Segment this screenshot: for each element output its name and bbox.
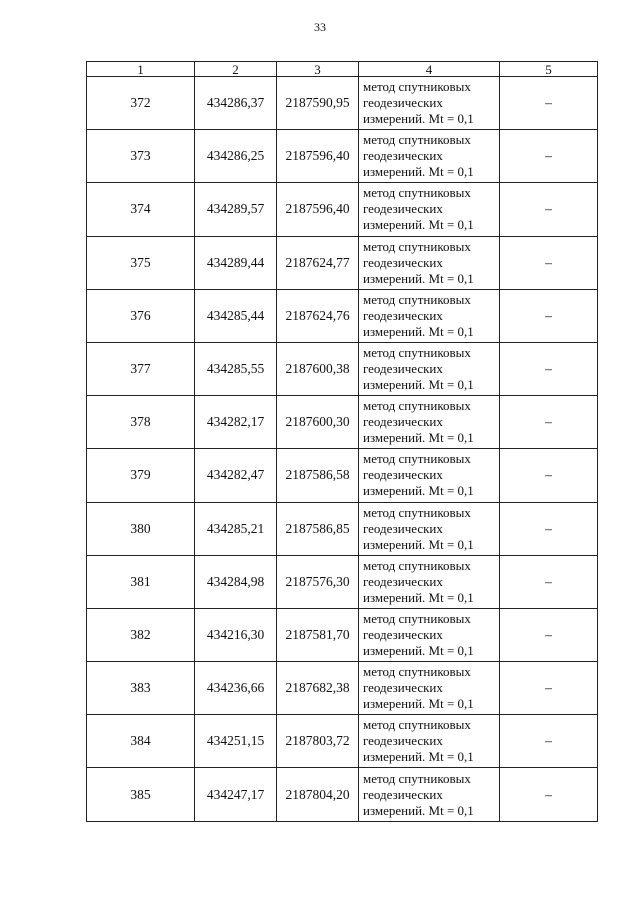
y-coordinate-cell: 2187581,70 xyxy=(277,608,359,661)
column-header-5: 5 xyxy=(500,62,598,77)
note-cell: – xyxy=(500,715,598,768)
x-coordinate-cell: 434247,17 xyxy=(195,768,277,821)
method-line-2: геодезических xyxy=(363,520,443,536)
method-line-3: измерений. Mt = 0,1 xyxy=(363,696,474,712)
method-line-2: геодезических xyxy=(363,573,443,589)
y-coordinate-cell: 2187803,72 xyxy=(277,715,359,768)
point-number-cell: 383 xyxy=(87,662,195,715)
table-row xyxy=(87,662,598,715)
point-number-cell: 372 xyxy=(87,77,195,130)
method-line-2: геодезических xyxy=(363,733,443,749)
note-cell: – xyxy=(500,396,598,449)
y-coordinate-cell: 2187624,77 xyxy=(277,236,359,289)
x-coordinate-cell: 434286,37 xyxy=(195,77,277,130)
note-cell: – xyxy=(500,502,598,555)
method-line-2: геодезических xyxy=(363,201,443,217)
method-line-2: геодезических xyxy=(363,254,443,270)
table-row xyxy=(87,236,598,289)
method-line-1: метод спутниковых xyxy=(363,291,471,307)
point-number-cell: 381 xyxy=(87,555,195,608)
note-cell: – xyxy=(500,77,598,130)
method-cell xyxy=(359,77,500,130)
y-coordinate-cell: 2187596,40 xyxy=(277,183,359,236)
method-line-1: метод спутниковых xyxy=(363,238,471,254)
method-line-3: измерений. Mt = 0,1 xyxy=(363,323,474,339)
y-coordinate-cell: 2187596,40 xyxy=(277,130,359,183)
method-line-2: геодезических xyxy=(363,361,443,377)
x-coordinate-cell: 434285,55 xyxy=(195,342,277,395)
method-line-3: измерений. Mt = 0,1 xyxy=(363,802,474,818)
method-line-1: метод спутниковых xyxy=(363,451,471,467)
method-line-2: геодезических xyxy=(363,148,443,164)
method-line-1: метод спутниковых xyxy=(363,557,471,573)
method-line-2: геодезических xyxy=(363,467,443,483)
point-number-cell: 373 xyxy=(87,130,195,183)
method-line-1: метод спутниковых xyxy=(363,770,471,786)
x-coordinate-cell: 434282,17 xyxy=(195,396,277,449)
point-number-cell: 379 xyxy=(87,449,195,502)
column-header-1: 1 xyxy=(87,62,195,77)
method-line-1: метод спутниковых xyxy=(363,132,471,148)
coordinates-table xyxy=(86,61,598,822)
note-cell: – xyxy=(500,289,598,342)
method-line-2: геодезических xyxy=(363,95,443,111)
method-line-1: метод спутниковых xyxy=(363,664,471,680)
method-cell xyxy=(359,715,500,768)
y-coordinate-cell: 2187682,38 xyxy=(277,662,359,715)
x-coordinate-cell: 434284,98 xyxy=(195,555,277,608)
method-line-1: метод спутниковых xyxy=(363,398,471,414)
note-cell: – xyxy=(500,768,598,821)
method-cell xyxy=(359,130,500,183)
method-line-3: измерений. Mt = 0,1 xyxy=(363,536,474,552)
table-header xyxy=(87,62,598,77)
y-coordinate-cell: 2187586,85 xyxy=(277,502,359,555)
method-line-1: метод спутниковых xyxy=(363,79,471,95)
header-row xyxy=(87,62,598,77)
x-coordinate-cell: 434251,15 xyxy=(195,715,277,768)
table-row xyxy=(87,77,598,130)
method-cell xyxy=(359,236,500,289)
point-number-cell: 382 xyxy=(87,608,195,661)
point-number-cell: 375 xyxy=(87,236,195,289)
point-number-cell: 377 xyxy=(87,342,195,395)
method-line-3: измерений. Mt = 0,1 xyxy=(363,111,474,127)
method-cell xyxy=(359,449,500,502)
table-row xyxy=(87,289,598,342)
y-coordinate-cell: 2187624,76 xyxy=(277,289,359,342)
note-cell: – xyxy=(500,449,598,502)
column-header-4: 4 xyxy=(359,62,500,77)
table-row xyxy=(87,449,598,502)
method-line-3: измерений. Mt = 0,1 xyxy=(363,483,474,499)
note-cell: – xyxy=(500,236,598,289)
table-row xyxy=(87,555,598,608)
method-line-3: измерений. Mt = 0,1 xyxy=(363,270,474,286)
note-cell: – xyxy=(500,130,598,183)
y-coordinate-cell: 2187600,38 xyxy=(277,342,359,395)
x-coordinate-cell: 434282,47 xyxy=(195,449,277,502)
point-number-cell: 378 xyxy=(87,396,195,449)
table-row xyxy=(87,183,598,236)
column-header-2: 2 xyxy=(195,62,277,77)
note-cell: – xyxy=(500,342,598,395)
table-row xyxy=(87,396,598,449)
table-row xyxy=(87,715,598,768)
column-header-3: 3 xyxy=(277,62,359,77)
table-row xyxy=(87,342,598,395)
note-cell: – xyxy=(500,662,598,715)
x-coordinate-cell: 434286,25 xyxy=(195,130,277,183)
point-number-cell: 384 xyxy=(87,715,195,768)
table-row xyxy=(87,502,598,555)
method-cell xyxy=(359,608,500,661)
method-line-2: геодезических xyxy=(363,680,443,696)
x-coordinate-cell: 434285,44 xyxy=(195,289,277,342)
point-number-cell: 374 xyxy=(87,183,195,236)
method-cell xyxy=(359,342,500,395)
method-cell xyxy=(359,502,500,555)
method-line-2: геодезических xyxy=(363,626,443,642)
page-number: 33 xyxy=(314,20,326,34)
method-line-3: измерений. Mt = 0,1 xyxy=(363,589,474,605)
y-coordinate-cell: 2187576,30 xyxy=(277,555,359,608)
method-line-1: метод спутниковых xyxy=(363,610,471,626)
method-line-1: метод спутниковых xyxy=(363,185,471,201)
method-line-3: измерений. Mt = 0,1 xyxy=(363,430,474,446)
method-line-2: геодезических xyxy=(363,414,443,430)
x-coordinate-cell: 434236,66 xyxy=(195,662,277,715)
table-row xyxy=(87,608,598,661)
table-row xyxy=(87,768,598,821)
method-cell xyxy=(359,396,500,449)
method-line-2: геодезических xyxy=(363,786,443,802)
table-row xyxy=(87,130,598,183)
method-line-3: измерений. Mt = 0,1 xyxy=(363,749,474,765)
x-coordinate-cell: 434289,44 xyxy=(195,236,277,289)
y-coordinate-cell: 2187586,58 xyxy=(277,449,359,502)
point-number-cell: 376 xyxy=(87,289,195,342)
method-cell xyxy=(359,183,500,236)
y-coordinate-cell: 2187600,30 xyxy=(277,396,359,449)
method-line-3: измерений. Mt = 0,1 xyxy=(363,377,474,393)
table-body xyxy=(87,77,598,822)
method-line-3: измерений. Mt = 0,1 xyxy=(363,164,474,180)
y-coordinate-cell: 2187590,95 xyxy=(277,77,359,130)
method-cell xyxy=(359,662,500,715)
x-coordinate-cell: 434216,30 xyxy=(195,608,277,661)
method-cell xyxy=(359,289,500,342)
method-cell xyxy=(359,555,500,608)
method-line-1: метод спутниковых xyxy=(363,345,471,361)
point-number-cell: 380 xyxy=(87,502,195,555)
x-coordinate-cell: 434289,57 xyxy=(195,183,277,236)
method-line-3: измерений. Mt = 0,1 xyxy=(363,642,474,658)
point-number-cell: 385 xyxy=(87,768,195,821)
note-cell: – xyxy=(500,183,598,236)
method-line-1: метод спутниковых xyxy=(363,717,471,733)
method-line-3: измерений. Mt = 0,1 xyxy=(363,217,474,233)
note-cell: – xyxy=(500,555,598,608)
method-cell xyxy=(359,768,500,821)
x-coordinate-cell: 434285,21 xyxy=(195,502,277,555)
method-line-1: метод спутниковых xyxy=(363,504,471,520)
note-cell: – xyxy=(500,608,598,661)
method-line-2: геодезических xyxy=(363,307,443,323)
y-coordinate-cell: 2187804,20 xyxy=(277,768,359,821)
